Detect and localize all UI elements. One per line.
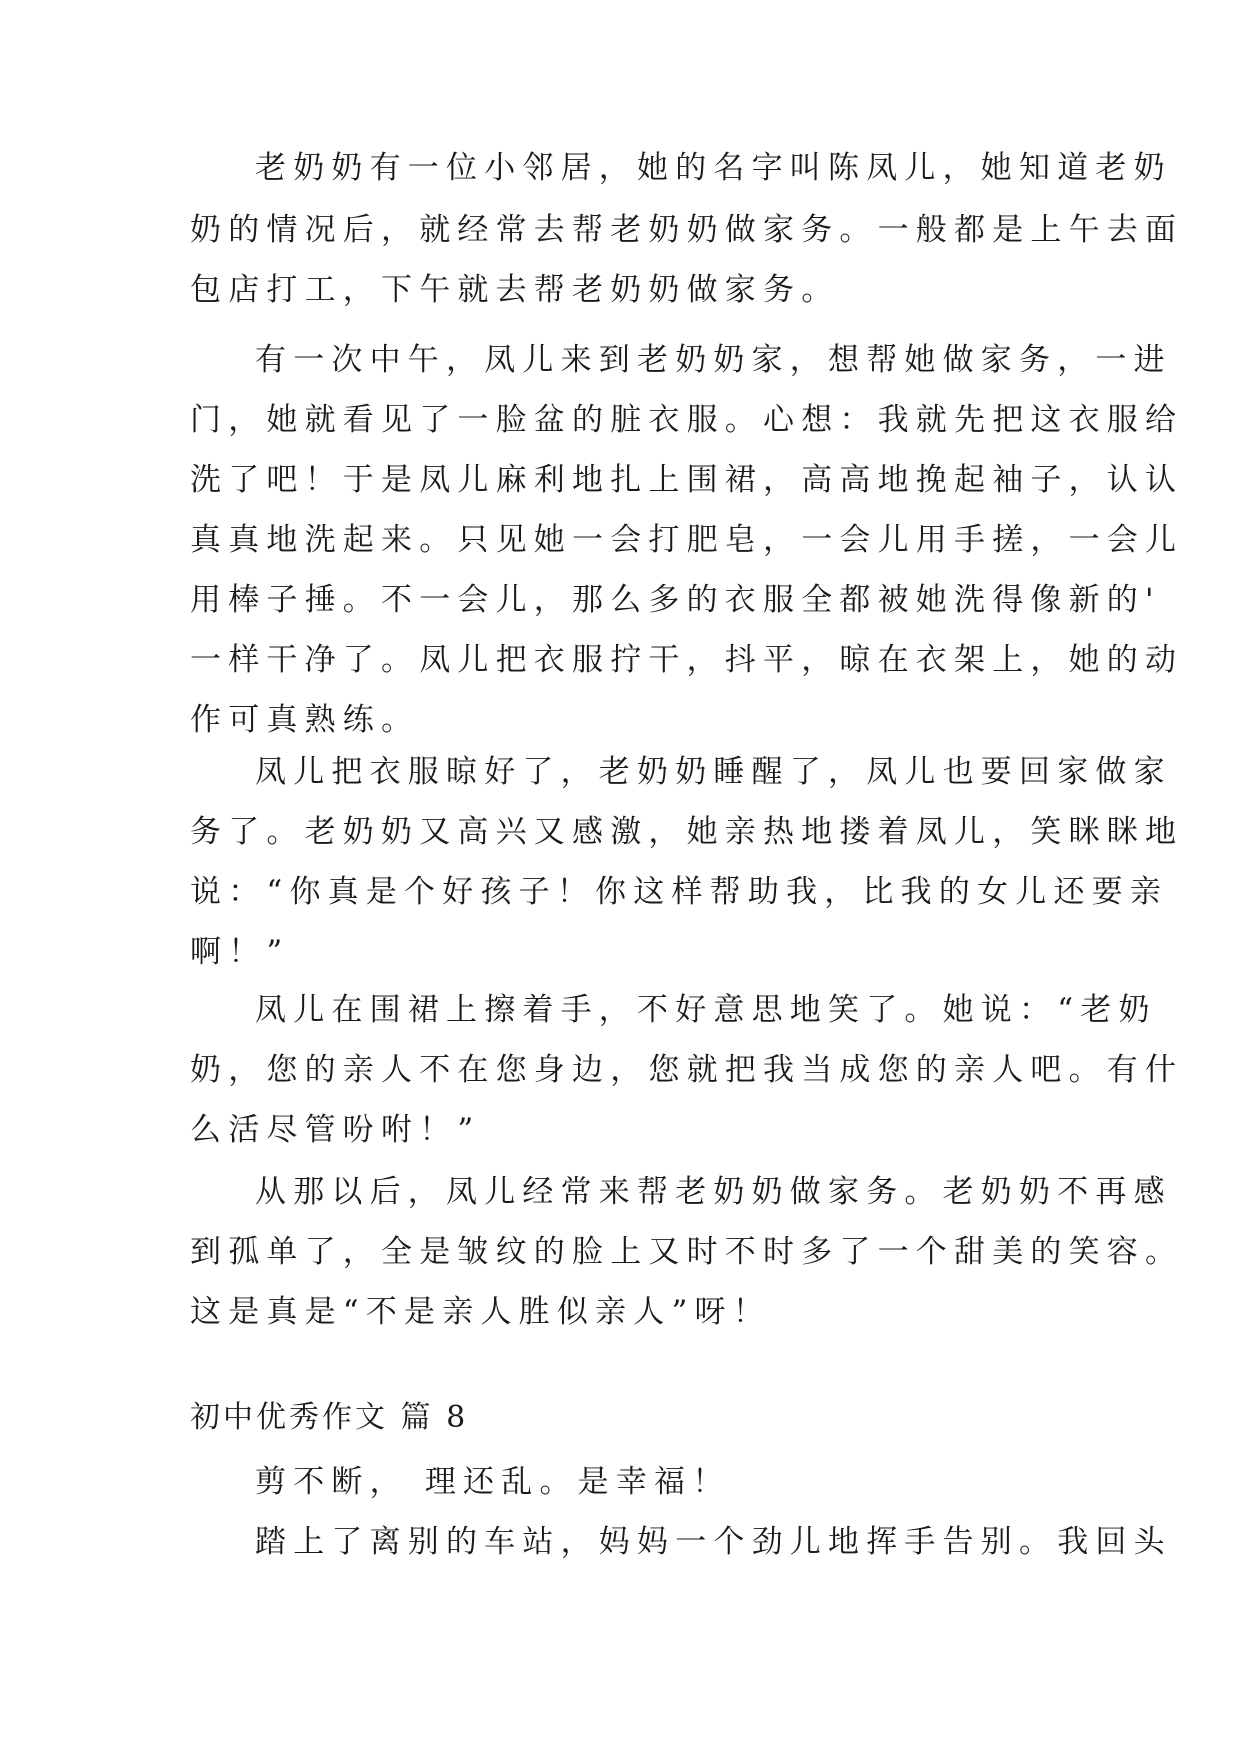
paragraph-5-line-2: 到孤单了，全是皱纹的脸上又时不时多了一个甜美的笑容。 (190, 1234, 1184, 1270)
paragraph-2-line-4: 真真地洗起来。只见她一会打肥皂，一会儿用手搓，一会儿 (190, 522, 1184, 558)
paragraph-2-line-5: 用棒子捶。不一会儿，那么多的衣服全都被她洗得像新的' (190, 582, 1161, 618)
paragraph-4-line-1: 凤儿在围裙上擦着手，不好意思地笑了。她说：“老奶 (255, 992, 1157, 1028)
paragraph-2-line-2: 门，她就看见了一脸盆的脏衣服。心想：我就先把这衣服给 (190, 402, 1184, 438)
section-heading: 初中优秀作文 篇 8 (190, 1400, 469, 1435)
paragraph-2-line-7: 作可真熟练。 (190, 702, 420, 738)
paragraph-4-line-2: 奶，您的亲人不在您身边，您就把我当成您的亲人吧。有什 (190, 1052, 1184, 1088)
paragraph-7-line-1: 踏上了离别的车站，妈妈一个劲儿地挥手告别。我回头 (255, 1524, 1172, 1560)
paragraph-4-line-3: 么活尽管吩咐！” (190, 1112, 481, 1148)
paragraph-3-line-3: 说：“你真是个好孩子！你这样帮助我，比我的女儿还要亲 (190, 874, 1169, 910)
paragraph-1-line-3: 包店打工，下午就去帮老奶奶做家务。 (190, 272, 840, 308)
paragraph-5-line-3: 这是真是“不是亲人胜似亲人”呀！ (190, 1294, 771, 1330)
paragraph-2-line-6: 一样干净了。凤儿把衣服拧干，抖平，晾在衣架上，她的动 (190, 642, 1184, 678)
paragraph-5-line-1: 从那以后，凤儿经常来帮老奶奶做家务。老奶奶不再感 (255, 1174, 1172, 1210)
paragraph-2-line-1: 有一次中午，凤儿来到老奶奶家，想帮她做家务，一进 (255, 342, 1172, 378)
paragraph-3-line-1: 凤儿把衣服晾好了，老奶奶睡醒了，凤儿也要回家做家 (255, 754, 1172, 790)
paragraph-1-line-1: 老奶奶有一位小邻居，她的名字叫陈凤儿，她知道老奶 (255, 150, 1172, 186)
paragraph-2-line-3: 洗了吧！于是凤儿麻利地扎上围裙，高高地挽起袖子，认认 (190, 462, 1184, 498)
paragraph-3-line-2: 务了。老奶奶又高兴又感激，她亲热地搂着凤儿，笑眯眯地 (190, 814, 1184, 850)
paragraph-6-line-1: 剪不断， 理还乱。是幸福！ (255, 1464, 731, 1500)
paragraph-1-line-2: 奶的情况后，就经常去帮老奶奶做家务。一般都是上午去面 (190, 212, 1184, 248)
paragraph-3-line-4: 啊！” (190, 934, 290, 970)
